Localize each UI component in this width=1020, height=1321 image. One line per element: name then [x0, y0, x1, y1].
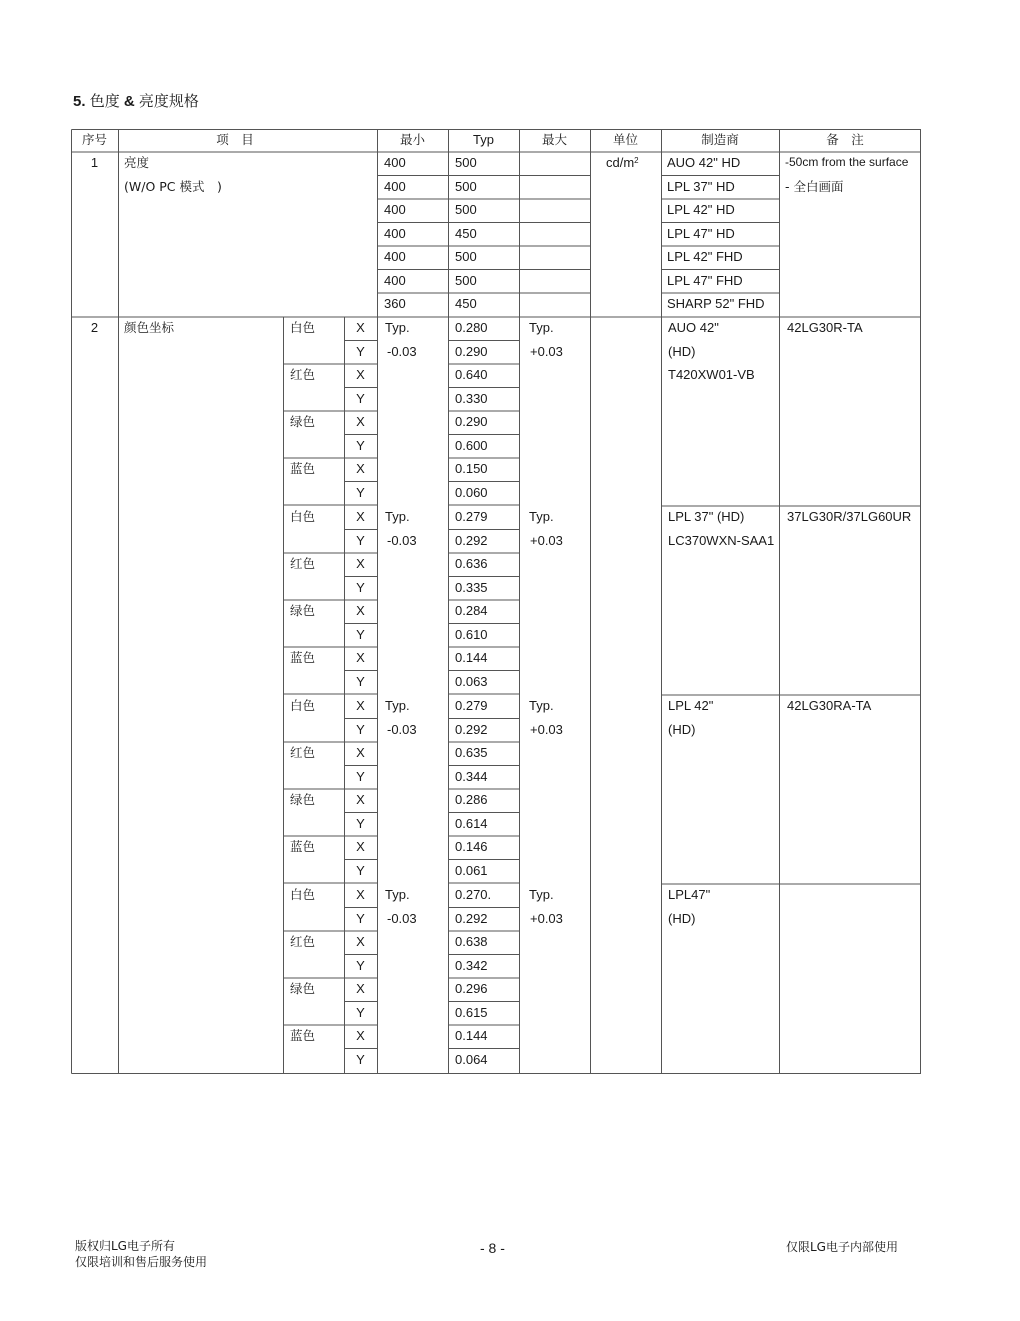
footer-copyright: 版权归LG电子所有	[75, 1239, 175, 1253]
color-label: 蓝色	[290, 461, 316, 476]
axis-label: Y	[356, 579, 365, 595]
chromaticity-note: 42LG30RA-TA	[787, 698, 872, 713]
brightness-typ-value: 500	[455, 249, 477, 264]
tolerance-max-value: +0.03	[530, 721, 563, 737]
axis-label: X	[356, 367, 365, 382]
brightness-note-distance: -50cm from the surface	[785, 155, 909, 169]
chromaticity-typ-value: 0.286	[455, 792, 488, 807]
axis-label: Y	[356, 343, 365, 359]
brightness-maker: LPL 47" FHD	[667, 272, 743, 288]
chromaticity-maker: LC370WXN-SAA1	[668, 532, 775, 548]
axis-label: X	[356, 839, 365, 854]
brightness-maker: LPL 37" HD	[667, 178, 735, 194]
unit-base: cd/m	[606, 155, 635, 170]
color-label: 红色	[290, 367, 316, 382]
axis-label: Y	[356, 673, 365, 689]
color-label: 白色	[290, 509, 316, 524]
page-number: - 8 -	[480, 1240, 505, 1256]
chromaticity-note: 42LG30R-TA	[787, 320, 863, 335]
color-label: 蓝色	[290, 650, 316, 665]
color-label: 白色	[290, 320, 316, 335]
tolerance-min-typ: Typ.	[385, 320, 410, 335]
brightness-min-value: 400	[384, 155, 406, 170]
color-label: 绿色	[290, 603, 316, 618]
header-typ: Typ	[473, 132, 494, 147]
chromaticity-maker: (HD)	[668, 343, 696, 359]
chromaticity-maker: T420XW01-VB	[668, 367, 755, 382]
footer-left	[75, 1238, 207, 1270]
color-label: 绿色	[290, 981, 316, 996]
chromaticity-typ-value: 0.270.	[455, 887, 492, 902]
axis-label: Y	[356, 862, 365, 878]
chromaticity-typ-value: 0.292	[455, 910, 488, 926]
tolerance-min-typ: Typ.	[385, 698, 410, 713]
header-note: 备 注	[826, 132, 864, 147]
axis-label: X	[356, 934, 365, 949]
chromaticity-maker: AUO 42"	[668, 320, 719, 335]
chromaticity-typ-value: 0.146	[455, 839, 488, 854]
brightness-min-value: 400	[384, 225, 406, 241]
chromaticity-maker: (HD)	[668, 721, 696, 737]
brightness-typ-value: 500	[455, 202, 477, 217]
chromaticity-typ-value: 0.335	[455, 579, 488, 595]
chromaticity-typ-value: 0.600	[455, 437, 488, 453]
axis-label: Y	[356, 957, 365, 973]
footer-internal: 仅限LG电子内部使用	[786, 1240, 898, 1254]
header-maker: 制造商	[701, 132, 739, 147]
axis-label: Y	[356, 437, 365, 453]
axis-label: X	[356, 745, 365, 760]
footer-usage: 仅限培训和售后服务使用	[75, 1255, 208, 1269]
tolerance-min-typ: Typ.	[385, 509, 410, 524]
tolerance-max-typ: Typ.	[529, 887, 554, 902]
chromaticity-typ-value: 0.614	[455, 815, 488, 831]
color-label: 蓝色	[290, 1028, 316, 1043]
chromaticity-typ-value: 0.284	[455, 603, 488, 618]
chromaticity-typ-value: 0.064	[455, 1051, 488, 1067]
tolerance-max-typ: Typ.	[529, 320, 554, 335]
chromaticity-typ-value: 0.144	[455, 650, 488, 665]
brightness-maker: LPL 42" FHD	[667, 249, 743, 264]
chromaticity-typ-value: 0.344	[455, 768, 488, 784]
chromaticity-typ-value: 0.150	[455, 461, 488, 476]
chromaticity-typ-value: 0.640	[455, 367, 488, 382]
tolerance-min-value: -0.03	[387, 343, 417, 359]
chromaticity-typ-value: 0.290	[455, 343, 488, 359]
chromaticity-typ-value: 0.292	[455, 532, 488, 548]
chromaticity-typ-value: 0.636	[455, 556, 488, 571]
section-title-part-1: 色度	[89, 93, 120, 110]
tolerance-min-typ: Typ.	[385, 887, 410, 902]
chromaticity-maker: LPL 42"	[668, 698, 714, 713]
tolerance-max-value: +0.03	[530, 910, 563, 926]
color-label: 红色	[290, 556, 316, 571]
brightness-seq: 1	[90, 155, 99, 170]
table-grid	[71, 129, 921, 1074]
axis-label: Y	[356, 910, 365, 926]
section-title-part-2: 亮度规格	[138, 93, 199, 110]
header-max: 最大	[541, 132, 567, 147]
chromaticity-typ-value: 0.635	[455, 745, 488, 760]
tolerance-max-value: +0.03	[530, 343, 563, 359]
axis-label: X	[356, 509, 365, 524]
axis-label: X	[356, 792, 365, 807]
brightness-item-sub: (W/O PC 模式 )	[124, 178, 222, 194]
brightness-maker: LPL 42" HD	[667, 202, 735, 217]
color-label: 白色	[290, 887, 316, 902]
axis-label: Y	[356, 815, 365, 831]
chromaticity-typ-value: 0.290	[455, 414, 488, 429]
header-seq: 序号	[81, 132, 107, 147]
axis-label: Y	[356, 1004, 365, 1020]
axis-label: Y	[356, 484, 365, 500]
axis-label: X	[356, 461, 365, 476]
brightness-min-value: 400	[384, 272, 406, 288]
chromaticity-maker: LPL 37" (HD)	[668, 509, 745, 524]
chromaticity-typ-value: 0.615	[455, 1004, 488, 1020]
axis-label: Y	[356, 390, 365, 406]
brightness-note-pattern: - 全白画面	[785, 178, 844, 194]
header-unit: 单位	[612, 132, 638, 147]
unit-exponent: 2	[634, 156, 639, 165]
color-label: 红色	[290, 745, 316, 760]
header-min: 最小	[399, 132, 425, 147]
section-title	[73, 90, 199, 111]
brightness-min-value: 400	[384, 249, 406, 264]
tolerance-max-value: +0.03	[530, 532, 563, 548]
axis-label: X	[356, 698, 365, 713]
brightness-item: 亮度	[124, 155, 150, 170]
tolerance-min-value: -0.03	[387, 721, 417, 737]
chromaticity-item: 颜色坐标	[124, 320, 175, 335]
axis-label: X	[356, 603, 365, 618]
axis-label: Y	[356, 532, 365, 548]
axis-label: X	[356, 414, 365, 429]
color-label: 绿色	[290, 414, 316, 429]
axis-label: X	[356, 320, 365, 335]
chromaticity-typ-value: 0.063	[455, 673, 488, 689]
brightness-min-value: 360	[384, 296, 406, 311]
brightness-typ-value: 500	[455, 155, 477, 170]
brightness-typ-value: 500	[455, 272, 477, 288]
color-label: 蓝色	[290, 839, 316, 854]
chromaticity-typ-value: 0.279	[455, 509, 488, 524]
tolerance-min-value: -0.03	[387, 532, 417, 548]
chromaticity-typ-value: 0.330	[455, 390, 488, 406]
brightness-unit	[606, 155, 639, 170]
chromaticity-typ-value: 0.144	[455, 1028, 488, 1043]
color-label: 白色	[290, 698, 316, 713]
section-title-ampersand: &	[123, 93, 135, 110]
chromaticity-typ-value: 0.061	[455, 862, 488, 878]
brightness-typ-value: 500	[455, 178, 477, 194]
chromaticity-note: 37LG30R/37LG60UR	[787, 509, 912, 524]
chromaticity-typ-value: 0.638	[455, 934, 488, 949]
chromaticity-typ-value: 0.279	[455, 698, 488, 713]
tolerance-max-typ: Typ.	[529, 509, 554, 524]
chromaticity-typ-value: 0.610	[455, 626, 488, 642]
axis-label: Y	[356, 1051, 365, 1067]
brightness-min-value: 400	[384, 202, 406, 217]
header-item: 项 目	[216, 132, 254, 147]
brightness-typ-value: 450	[455, 296, 477, 311]
chromaticity-maker: (HD)	[668, 910, 696, 926]
axis-label: Y	[356, 768, 365, 784]
tolerance-min-value: -0.03	[387, 910, 417, 926]
brightness-maker: LPL 47" HD	[667, 225, 735, 241]
chromaticity-typ-value: 0.060	[455, 484, 488, 500]
chromaticity-typ-value: 0.292	[455, 721, 488, 737]
chromaticity-seq: 2	[90, 320, 99, 335]
color-label: 红色	[290, 934, 316, 949]
brightness-maker: AUO 42" HD	[667, 155, 741, 170]
brightness-maker: SHARP 52" FHD	[667, 296, 765, 311]
chromaticity-typ-value: 0.342	[455, 957, 488, 973]
tolerance-max-typ: Typ.	[529, 698, 554, 713]
axis-label: X	[356, 1028, 365, 1043]
axis-label: X	[356, 981, 365, 996]
chromaticity-typ-value: 0.280	[455, 320, 488, 335]
chromaticity-maker: LPL47"	[668, 887, 711, 902]
brightness-typ-value: 450	[455, 225, 477, 241]
spec-table	[71, 129, 921, 1074]
brightness-min-value: 400	[384, 178, 406, 194]
axis-label: X	[356, 887, 365, 902]
chromaticity-typ-value: 0.296	[455, 981, 488, 996]
axis-label: Y	[356, 721, 365, 737]
axis-label: Y	[356, 626, 365, 642]
color-label: 绿色	[290, 792, 316, 807]
axis-label: X	[356, 556, 365, 571]
section-number: 5.	[73, 93, 86, 110]
axis-label: X	[356, 650, 365, 665]
